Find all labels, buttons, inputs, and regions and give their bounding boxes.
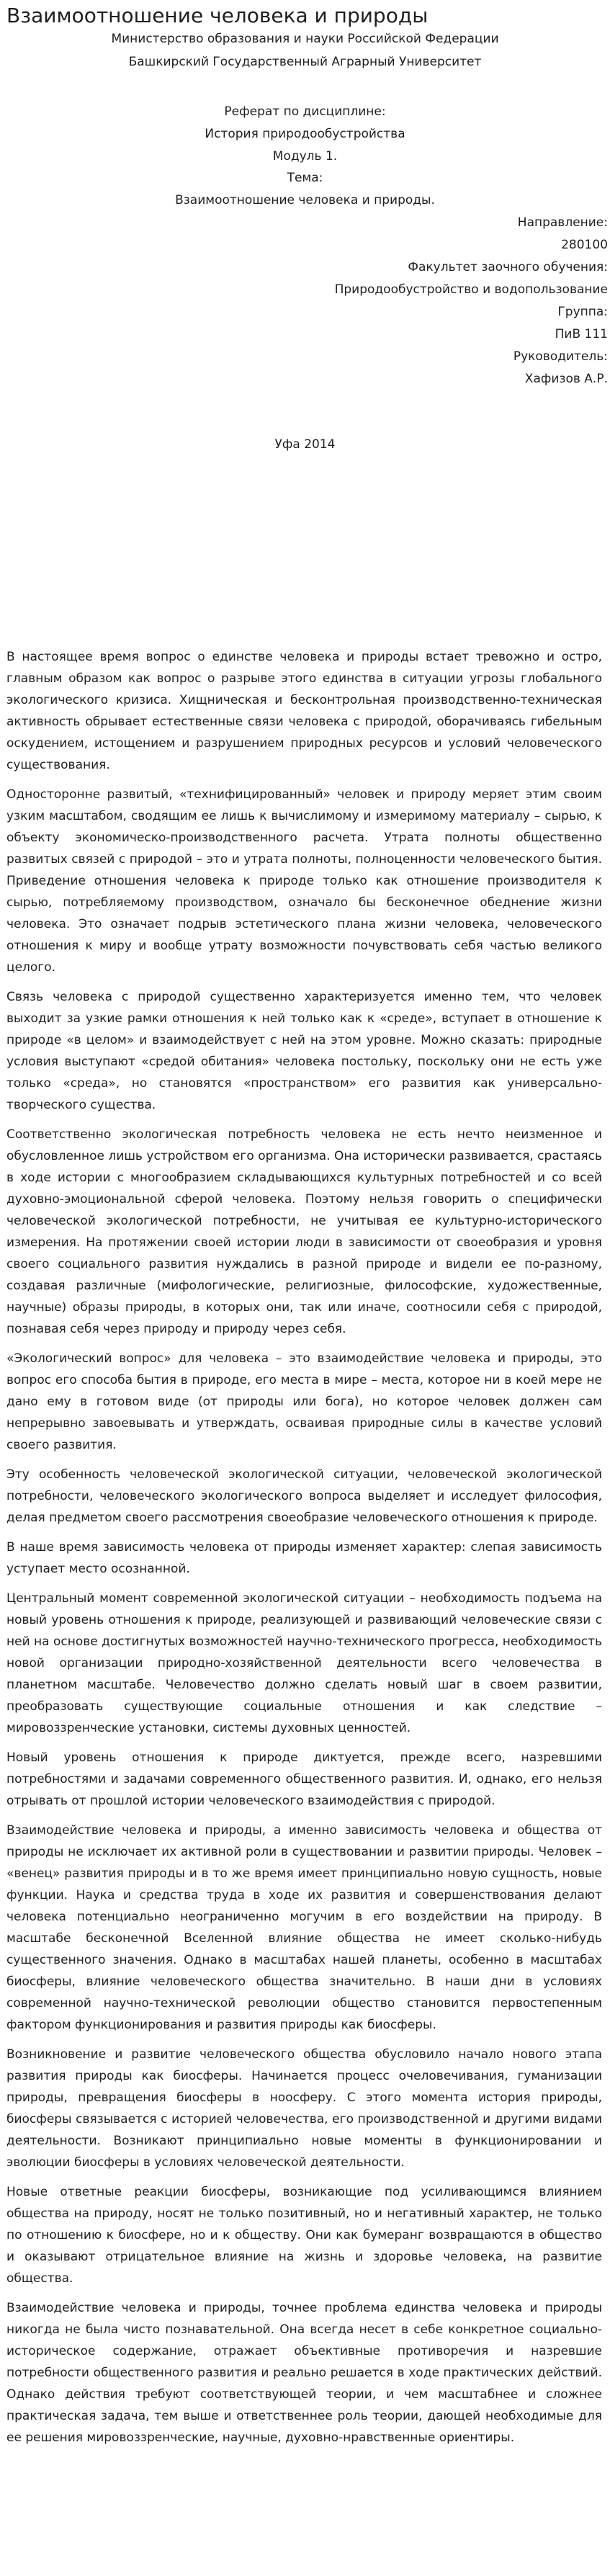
paragraph: Возникновение и развитие человеческого общества обусловило начало нового этапа развития природы как биосферы. Начинается процесс очеловечивания, гуманизации природы, превращения биосферы в ноосферу. С этого момента история природы, биосферы связывается с историей человечества, его производственной и другими видами деятельности. Возникают принципиально новые моменты в функционировании и эволюции биосферы в условиях человеческой деятельности. [6, 2047, 602, 2170]
paragraph: Взаимодействие человека и природы, а именно зависимость человека и общества от природы не исключает их активной роли в существовании и развитии природы. Человек – «венец» развития природы и в то же время имеет принципиально новую сущность, новые функции. Наука и средства труда в ходе их развития и совершенствования делают человека потенциально неограниченно могучим в его воздействии на природу. В масштабе бесконечной Вселенной влияние общества не имеет сколько-нибудь существенного значения. Однако в масштабах нашей планеты, особенно в масштабах биосферы, влияние человеческого общества значительно. В наши дни в условиях современной научно-технической революции общество становится первостепенным фактором функционирования и развития природы как биосферы. [6, 1823, 602, 2032]
paragraph: Взаимодействие человека и природы, точнее проблема единства человека и природы никогда не была чисто познавательной. Она всегда несет в себе конкретное социально-историческое содержание, отражает объективные противоречия и назревшие потребности общественного развития и реально решается в ходе практических действий. Однако действия требуют соответствующей теории, и чем масштабнее и сложнее практическая задача, тем выше и ответственнее роль теории, дающей необходимые для ее решения мировоззренческие, научные, духовно-нравственные ориентиры. [6, 2301, 602, 2445]
direction-label: Направление: [517, 215, 608, 230]
discipline-label: Реферат по дисциплине: [224, 104, 386, 119]
paragraph: «Экологический вопрос» для человека – это взаимодействие человека и природы, это вопрос его способа бытия в природе, его места в мире – места, которое ни в коей мере не дано ему в готовом виде (от природы или бога), но которое человек должен сам непрерывно завоевывать и утверждать, осваивая природные силы в качестве условий своего развития. [6, 1351, 602, 1452]
paragraph: Эту особенность человеческой экологической ситуации, человеческой экологической потребности, человеческого экологического вопроса выделяет и исследует философия, делая предметом своего рассмотрения своеобразие человеческого отношения к природе. [6, 1467, 602, 1525]
paragraph: В настоящее время вопрос о единстве человека и природы встает тревожно и остро, главным образом как вопрос о разрыве этого единства в ситуации угрозы глобального экологического кризиса. Хищническая и бесконтрольная производственно-техническая активность обрывает естественные связи человека с природой, оборачиваясь гибельным оскудением, истощением и разрушением природных ресурсов и условий человеческого существования. [6, 650, 602, 772]
paragraph: Соответственно экологическая потребность человека не есть нечто неизменное и обусловленное лишь устройством его организма. Она исторически развивается, срастаясь в ходе истории с многообразием складывающихся культурных потребностей и со всей духовно-эмоциональной сферой человека. Поэтому нельзя говорить о специфически человеческой экологической потребности, не учитывая ее культурно-исторического измерения. На протяжении своей истории люди в зависимости от своеобразия и уровня своего социального развития нуждались в разной природе и видели ее по-разному, создавая различные (мифологические, религиозные, философские, художественные, научные) образы природы, в которых они, так или иначе, соотносили себя с природой, познавая себя через природу и природу через себя. [6, 1127, 602, 1336]
faculty-line: Факультет заочного обучения: [408, 260, 608, 274]
document-title: Взаимоотношение человека и природы [6, 4, 429, 27]
module-line: Модуль 1. [272, 149, 338, 164]
group-value: ПиВ 111 [555, 327, 608, 341]
topic-label: Тема: [287, 171, 323, 185]
discipline-name: История природообустройства [205, 127, 405, 141]
paragraph: Новые ответные реакции биосферы, возникающие под усиливающимся влиянием общества на природу, носят не только позитивный, но и негативный характер, не только по отношению к биосфере, но и к обществу. Они как бумеранг возвращаются в общество и оказывают отрицательное влияние на жизнь и здоровье человека, на развитие общества. [6, 2185, 602, 2286]
specialty-line: Природообустройство и водопользование [334, 282, 608, 297]
direction-code: 280100 [561, 238, 608, 252]
supervisor-label: Руководитель: [513, 349, 608, 364]
paragraph: Центральный момент современной экологической ситуации – необходимость подъема на новый уровень отношения к природе, реализующей и развивающий человеческие связи с ней на основе достигнутых возможностей научно-технического прогресса, необходимость новой организации природно-хозяйственной деятельности всего человечества в планетном масштабе. Человечество должно сделать новый шаг в своем развитии, преобразовать существующие социальные отношения и как следствие – мировоззренческие установки, системы духовных ценностей. [6, 1591, 602, 1735]
topic-line: Взаимоотношение человека и природы. [175, 193, 435, 207]
university-line: Башкирский Государственный Аграрный Университет [128, 55, 482, 69]
paragraph: В наше время зависимость человека от природы изменяет характер: слепая зависимость уступает место осознанной. [6, 1540, 602, 1576]
ministry-line: Министерство образования и науки Российской Федерации [111, 32, 499, 46]
supervisor-name: Хафизов А.Р. [524, 372, 608, 386]
group-label: Группа: [557, 305, 608, 319]
paragraph: Новый уровень отношения к природе диктуется, прежде всего, назревшими потребностями и задачами современного общественного развития. И, однако, его нельзя отрывать от прошлой истории человеческого взаимодействия с природой. [6, 1750, 602, 1808]
city-year-line: Уфа 2014 [274, 437, 336, 452]
essay-body [6, 646, 602, 2456]
paragraph: Односторонне развитый, «технифицированный» человек и природу меряет этим своим узким масштабом, сводящим ее лишь к вычислимому и измеримому материалу – сырью, к объекту экономическо-производственного расчета. Утрата полноты общественно развитых связей с природой – это и утрата полноты, полноценности человеческого бытия. Приведение отношения человека к природе только как отношение производителя к сырью, потребляемому производством, означало бы бесконечное обеднение жизни человека. Это означает подрыв эстетического плана жизни человека, человеческого отношения к миру и вообще утрату возможности почувствовать себя частью великого целого. [6, 787, 602, 975]
paragraph: Связь человека с природой существенно характеризуется именно тем, что человек выходит за узкие рамки отношения к ней только как к «среде», вступает в отношение к природе «в целом» и взаимодействует с ней на этом уровне. Можно сказать: природные условия выступают «средой обитания» человека постольку, поскольку они не есть уже только «среда», но становятся «пространством» его развития как универсально-творческого существа. [6, 990, 602, 1112]
